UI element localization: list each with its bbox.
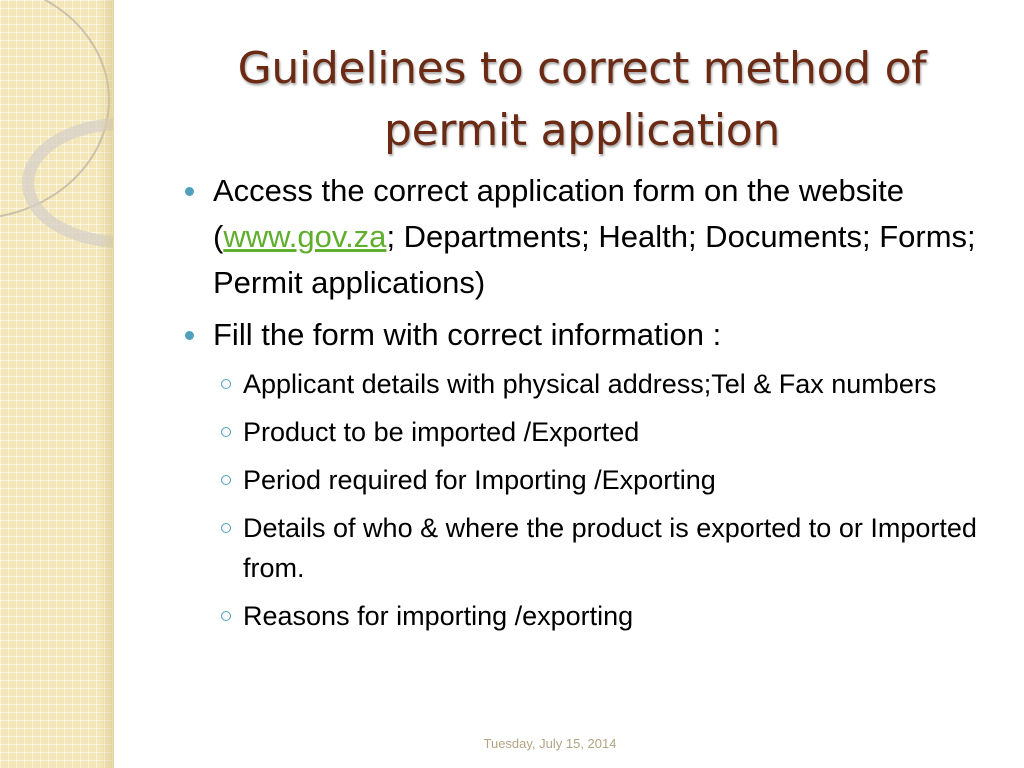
bullet-dot-icon (185, 331, 194, 340)
gov-za-link[interactable]: www.gov.za (223, 219, 387, 254)
bullet-access-form (178, 168, 988, 306)
sub-bullet-text: Applicant details with physical address;Tel & Fax numbers (243, 369, 937, 399)
footer-date: Tuesday, July 15, 2014 (483, 736, 617, 751)
sub-bullet-text: Period required for Importing /Exporting (243, 465, 716, 495)
bullet-ring-icon (221, 427, 231, 437)
sub-bullet-applicant-details (178, 364, 988, 404)
sub-bullet-details (178, 508, 988, 588)
bullet-access-form-pre: Access the correct application form on the website ( (213, 173, 904, 254)
sub-bullet-text: Reasons for importing /exporting (243, 601, 634, 631)
slide-content (178, 168, 988, 644)
bullet-ring-icon (221, 523, 231, 533)
bullet-ring-icon (221, 379, 231, 389)
sub-bullet-text: Product to be imported /Exported (243, 417, 640, 447)
bullet-fill-form (178, 312, 988, 358)
bullet-dot-icon (185, 187, 194, 196)
bullet-ring-icon (221, 611, 231, 621)
decorative-sidebar (0, 0, 114, 768)
sidebar-shade (99, 0, 113, 768)
slide-title (150, 38, 1014, 162)
bullet-fill-form-text: Fill the form with correct information : (213, 317, 722, 352)
sub-bullet-list (178, 364, 988, 636)
bullet-ring-icon (221, 475, 231, 485)
title-line-2: permit application (384, 105, 780, 156)
title-line-1: Guidelines to correct method of (237, 43, 927, 94)
sub-bullet-period (178, 460, 988, 500)
sub-bullet-product (178, 412, 988, 452)
sub-bullet-text: Details of who & where the product is exported to or Imported from. (243, 513, 977, 583)
sub-bullet-reasons (178, 596, 988, 636)
bullet-access-form-post: ; Departments; Health; Documents; Forms; Permit applications) (213, 219, 976, 300)
